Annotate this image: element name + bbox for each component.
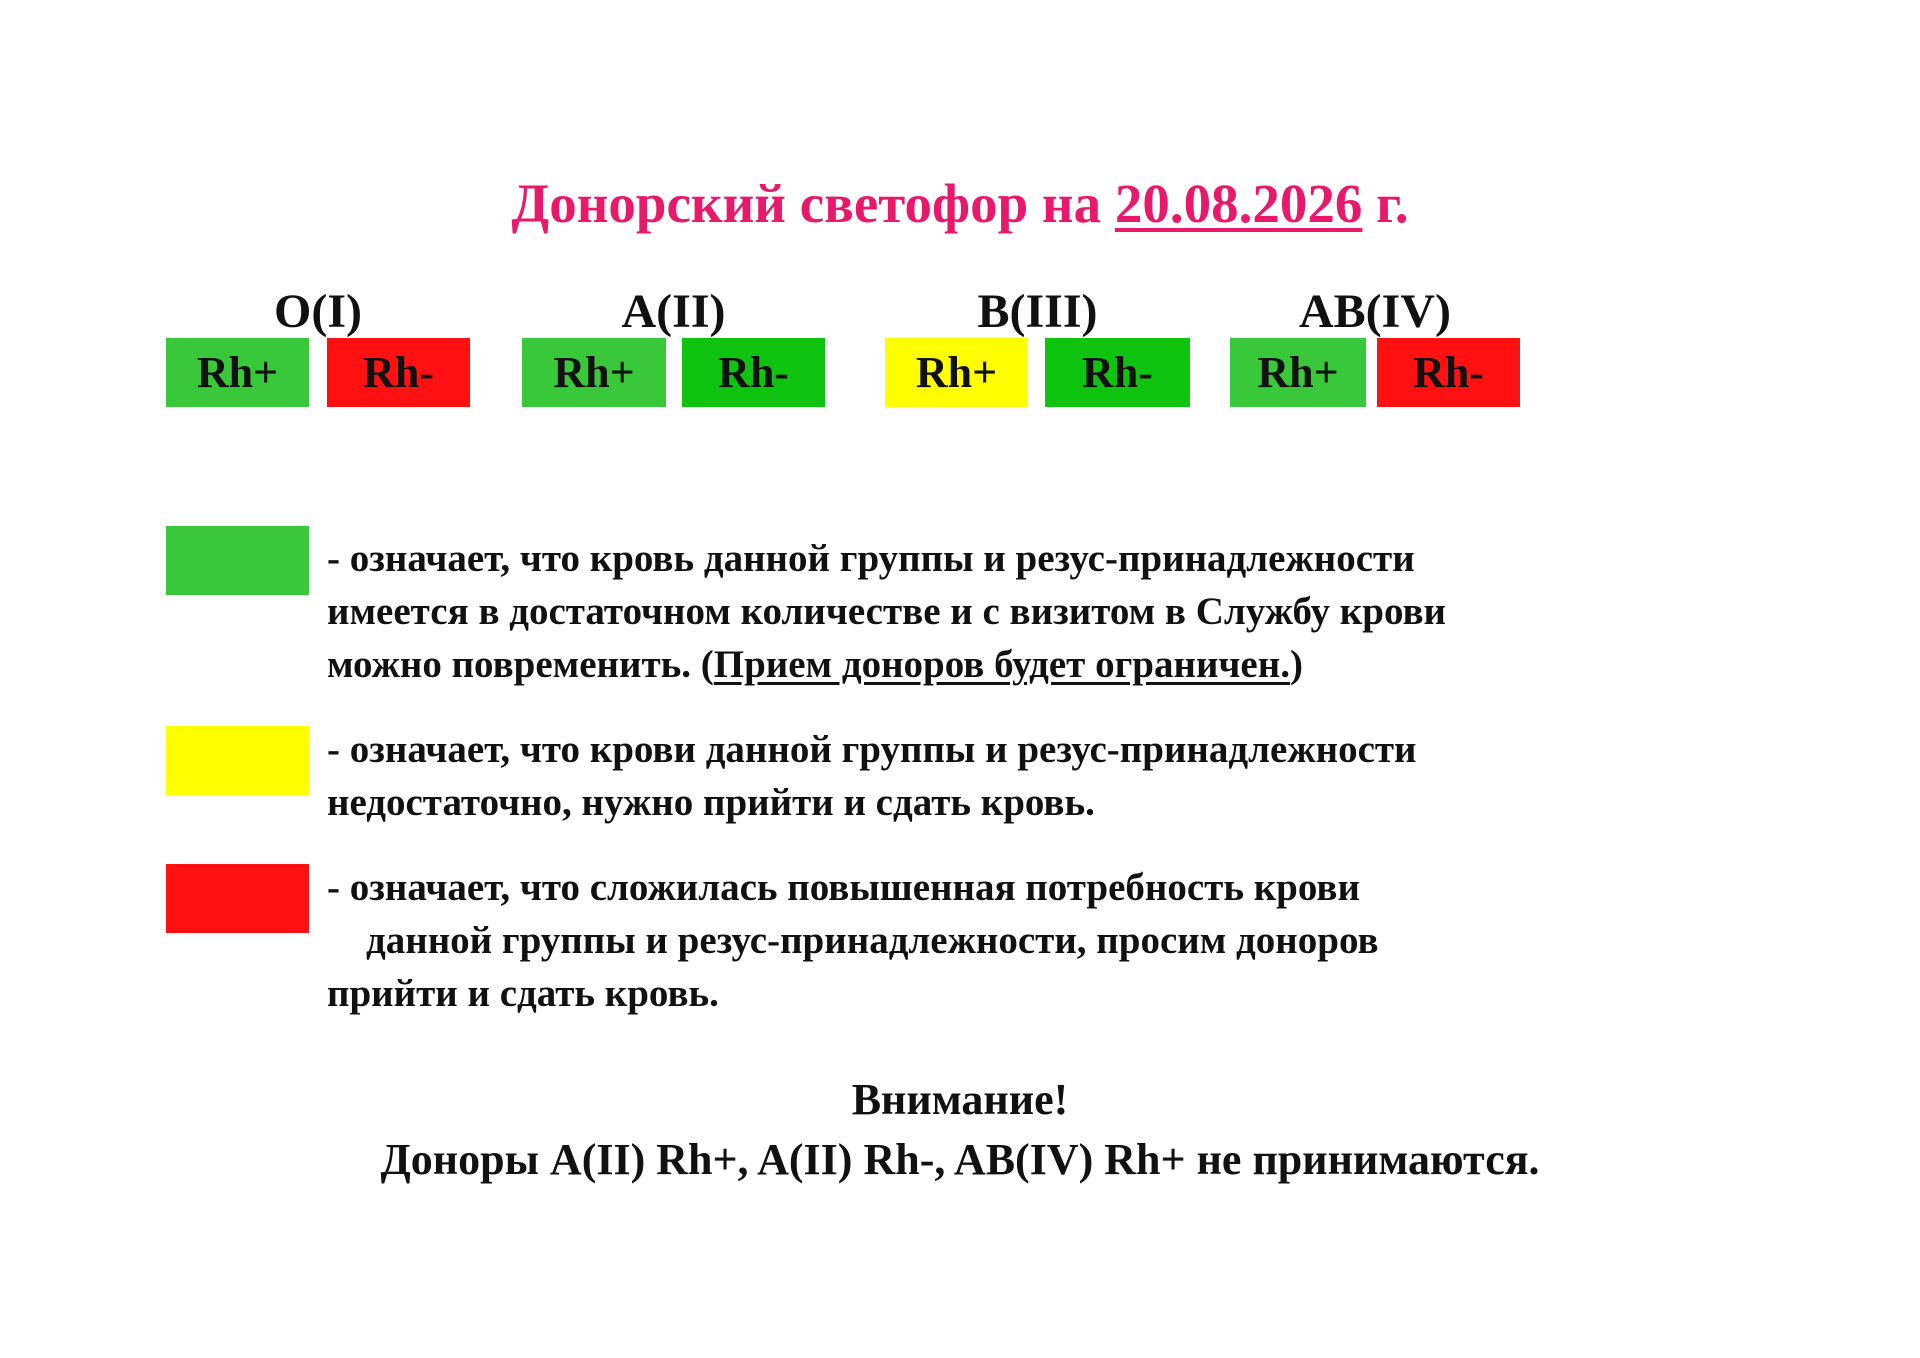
legend-swatch-yellow (166, 726, 309, 795)
legend-text-yellow (327, 723, 1747, 829)
legend-red-line-1: - означает, что сложилась повышенная потребность крови (327, 866, 1360, 909)
legend-green-line-1: - означает, что кровь данной группы и резус-принадлежности (327, 537, 1415, 580)
title-date: 20.08.2026 (1114, 173, 1363, 234)
legend-red-line-3: прийти и сдать кровь. (327, 972, 719, 1015)
rh-box-o-positive: Rh+ (166, 338, 309, 407)
attention-message: Доноры A(II) Rh+, A(II) Rh-, AB(IV) Rh+ не принимаются. (380, 1135, 1540, 1184)
legend-yellow-line-2: недостаточно, нужно прийти и сдать кровь. (327, 781, 1095, 824)
attention-notice (0, 1070, 1920, 1190)
legend-red-line-2: данной группы и резус-принадлежности, просим доноров (327, 919, 1379, 962)
rh-box-b-positive: Rh+ (885, 338, 1028, 407)
rh-box-o-negative: Rh- (327, 338, 470, 407)
legend-green-line-3 (327, 638, 1747, 691)
rh-box-a-positive: Rh+ (522, 338, 666, 407)
attention-heading: Внимание! (851, 1075, 1069, 1124)
legend-text-red (327, 861, 1747, 1020)
rh-box-ab-positive: Rh+ (1230, 338, 1366, 407)
page-title (0, 168, 1920, 240)
rh-box-b-negative: Rh- (1045, 338, 1190, 407)
legend-swatch-green (166, 526, 309, 595)
rh-box-a-negative: Rh- (682, 338, 825, 407)
legend-yellow-line-1: - означает, что крови данной группы и резус-принадлежности (327, 728, 1417, 771)
group-label-o: O(I) (274, 285, 362, 338)
legend-text-green (327, 532, 1747, 691)
legend-swatch-red (166, 864, 309, 933)
legend-green-restriction-note: Прием доноров будет ограничен. (713, 643, 1290, 686)
legend-green-line-2: имеется в достаточном количестве и с визитом в Службу крови (327, 590, 1447, 633)
legend-green-line-3-post: ) (1289, 643, 1303, 686)
rh-box-ab-negative: Rh- (1377, 338, 1520, 407)
group-label-b: B(III) (977, 285, 1098, 338)
group-label-ab: AB(IV) (1299, 285, 1451, 338)
title-prefix: Донорский светофор на (511, 173, 1115, 234)
legend-green-line-3-pre: можно повременить. ( (327, 643, 714, 686)
title-suffix: г. (1362, 173, 1409, 234)
group-label-a: A(II) (621, 285, 726, 338)
